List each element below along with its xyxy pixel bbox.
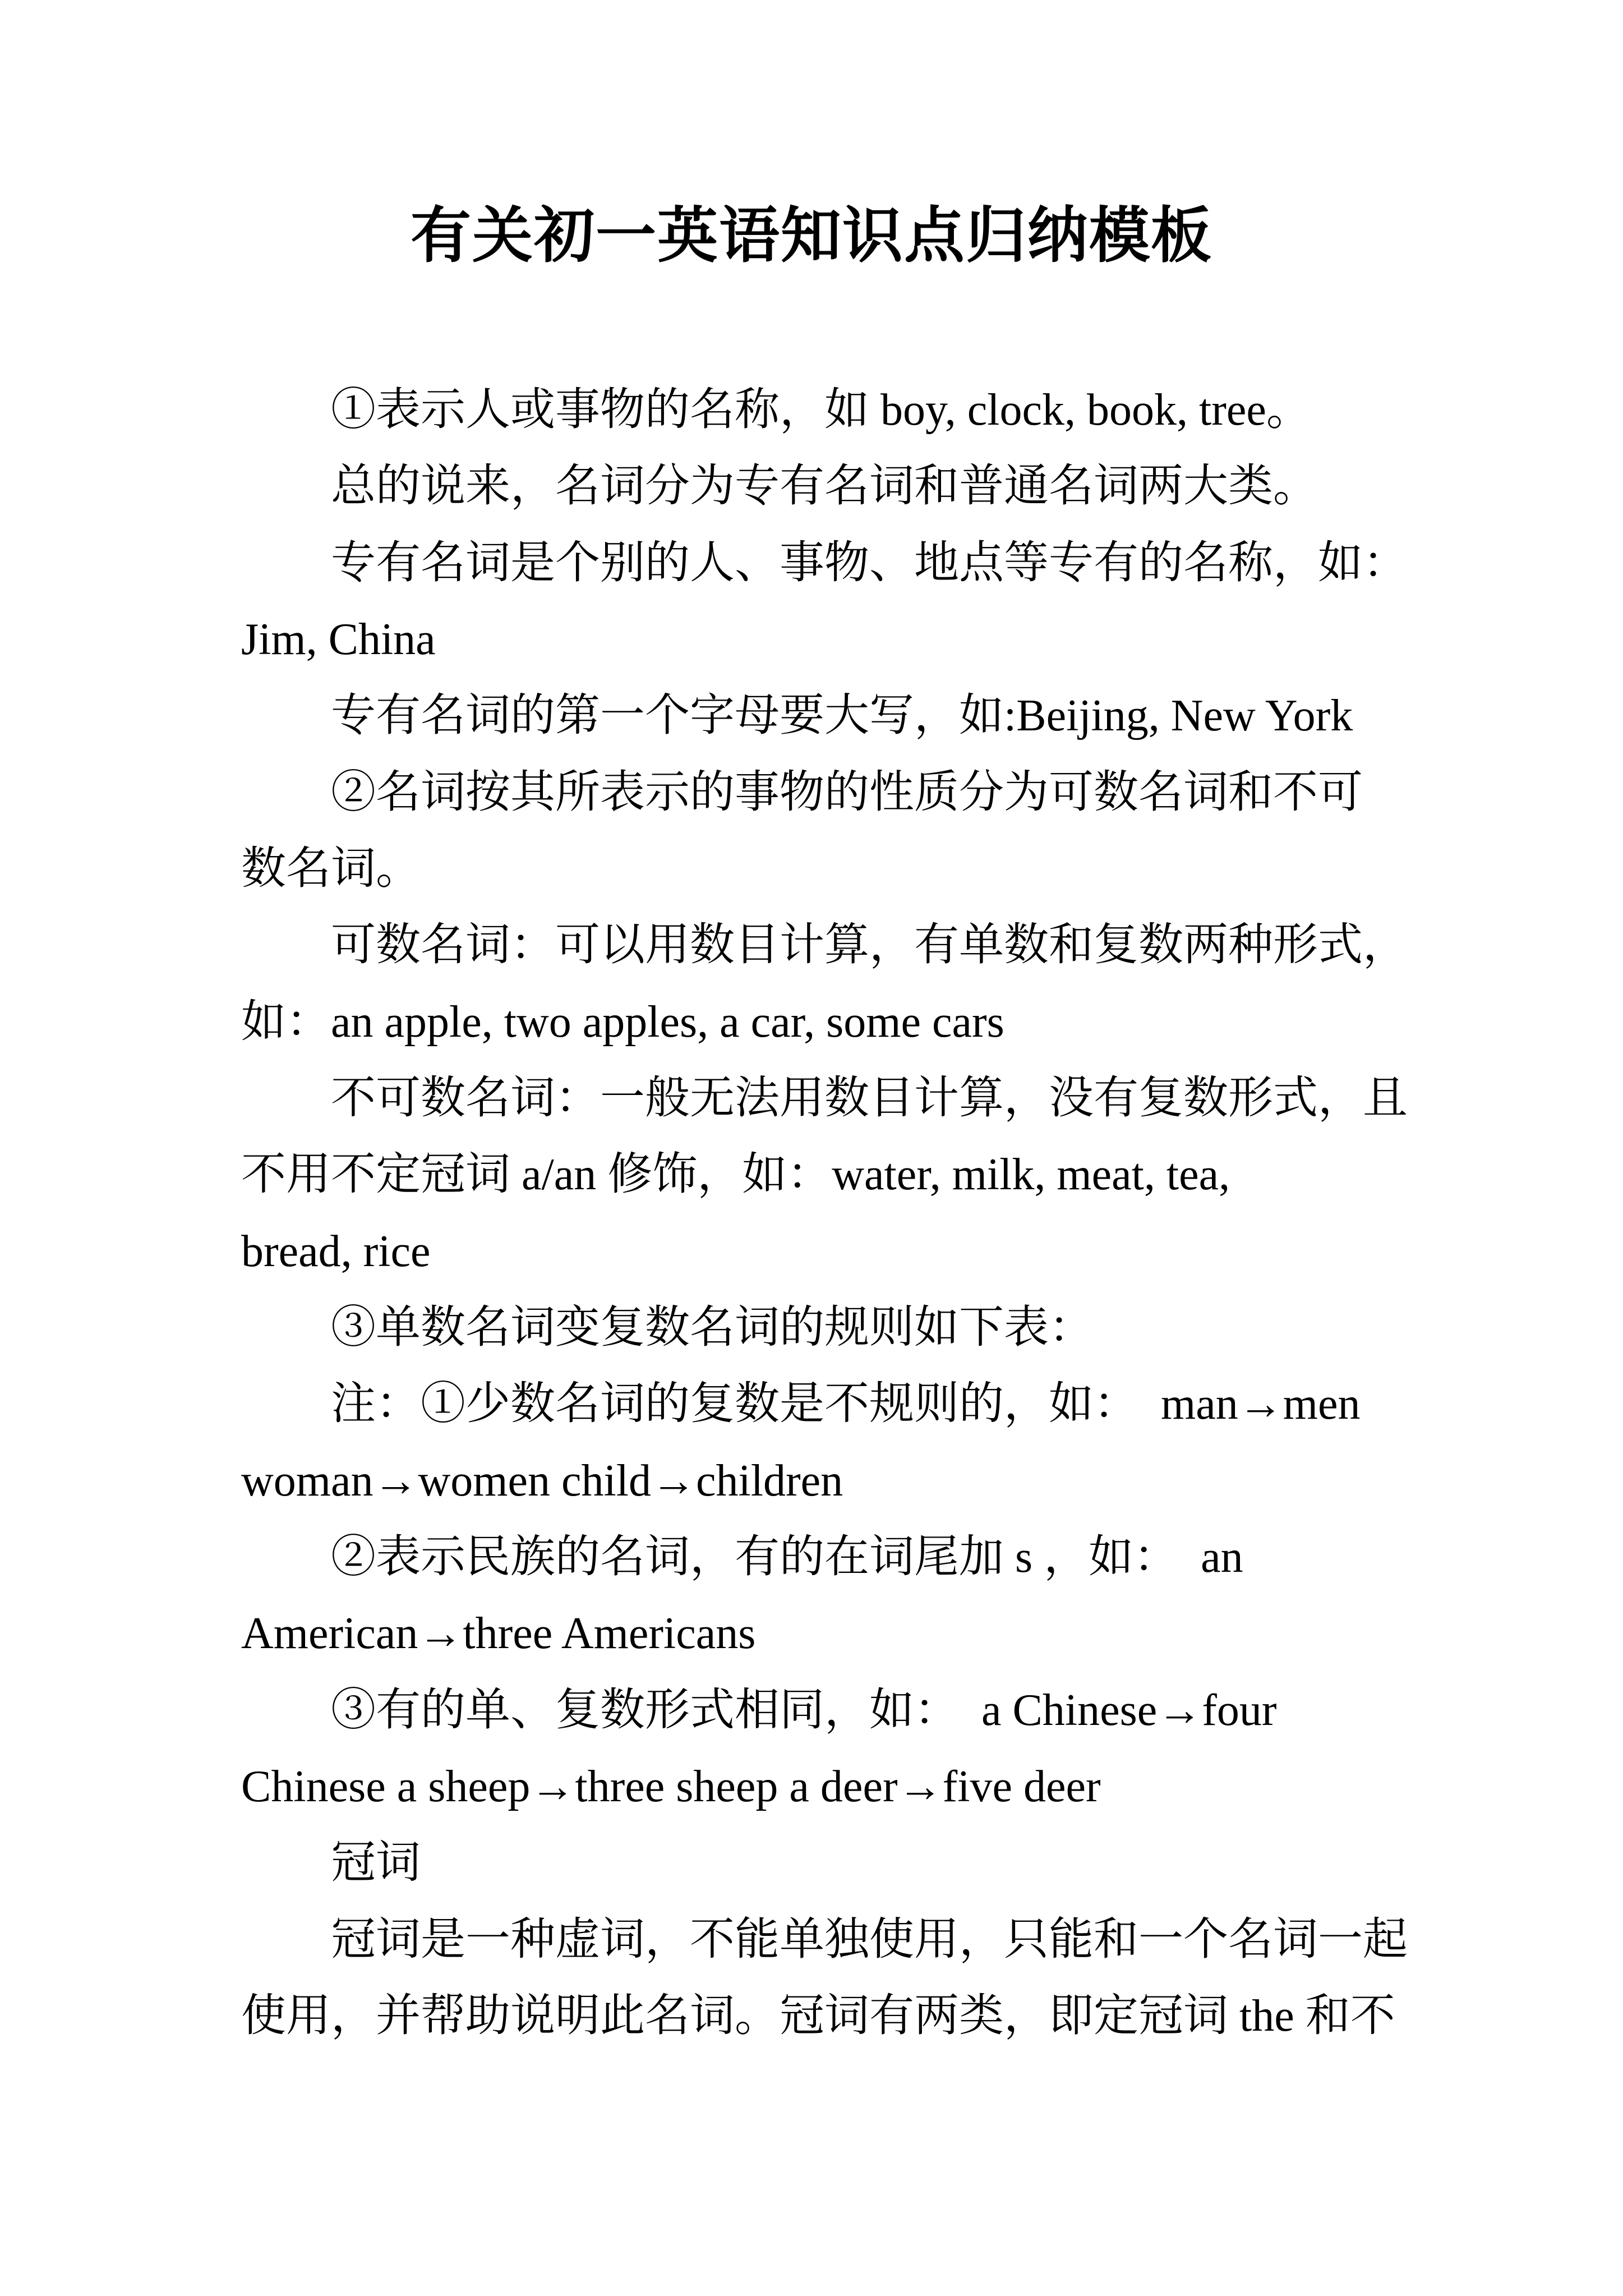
text-line: 使用，并帮助说明此名词。冠词有两类，即定冠词 the 和不	[241, 1991, 1395, 2041]
text-line: 如：an apple, two apples, a car, some cars	[241, 997, 1004, 1047]
text-line: ②表示民族的名词，有的在词尾加 s ，如： an	[331, 1532, 1243, 1582]
text-line: Chinese a sheep→three sheep a deer→five deer	[241, 1761, 1101, 1811]
text-line: 专有名词的第一个字母要大写，如:Beijing, New York	[331, 691, 1353, 741]
text-line: 冠词是一种虚词，不能单独使用，只能和一个名词一起	[331, 1915, 1408, 1964]
text-line: ②名词按其所表示的事物的性质分为可数名词和不可	[331, 767, 1363, 817]
text-line: ①表示人或事物的名称，如 boy, clock, book, tree。	[331, 385, 1311, 435]
text-line: ③单数名词变复数名词的规则如下表：	[331, 1303, 1094, 1352]
text-line: woman→women child→children	[241, 1456, 843, 1506]
text-line: ③有的单、复数形式相同，如： a Chinese→four	[331, 1685, 1277, 1735]
text-line: 总的说来，名词分为专有名词和普通名词两大类。	[331, 462, 1318, 512]
text-line: 冠词	[331, 1838, 421, 1888]
document-title: 有关初一英语知识点归纳模板	[410, 203, 1212, 270]
text-line: bread, rice	[241, 1226, 431, 1276]
text-line: American→three Americans	[241, 1609, 756, 1659]
text-line: 不用不定冠词 a/an 修饰，如：water, milk, meat, tea,	[241, 1150, 1230, 1200]
text-line: 可数名词：可以用数目计算，有单数和复数两种形式，	[331, 921, 1408, 970]
document-body	[241, 372, 1430, 2054]
text-line: 专有名词是个别的人、事物、地点等专有的名称，如：	[331, 538, 1408, 588]
text-line: 注：①少数名词的复数是不规则的，如： man→men	[331, 1379, 1361, 1429]
text-line: Jim, China	[241, 614, 436, 664]
text-line: 不可数名词：一般无法用数目计算，没有复数形式，且	[331, 1073, 1408, 1123]
text-line: 数名词。	[241, 844, 421, 894]
